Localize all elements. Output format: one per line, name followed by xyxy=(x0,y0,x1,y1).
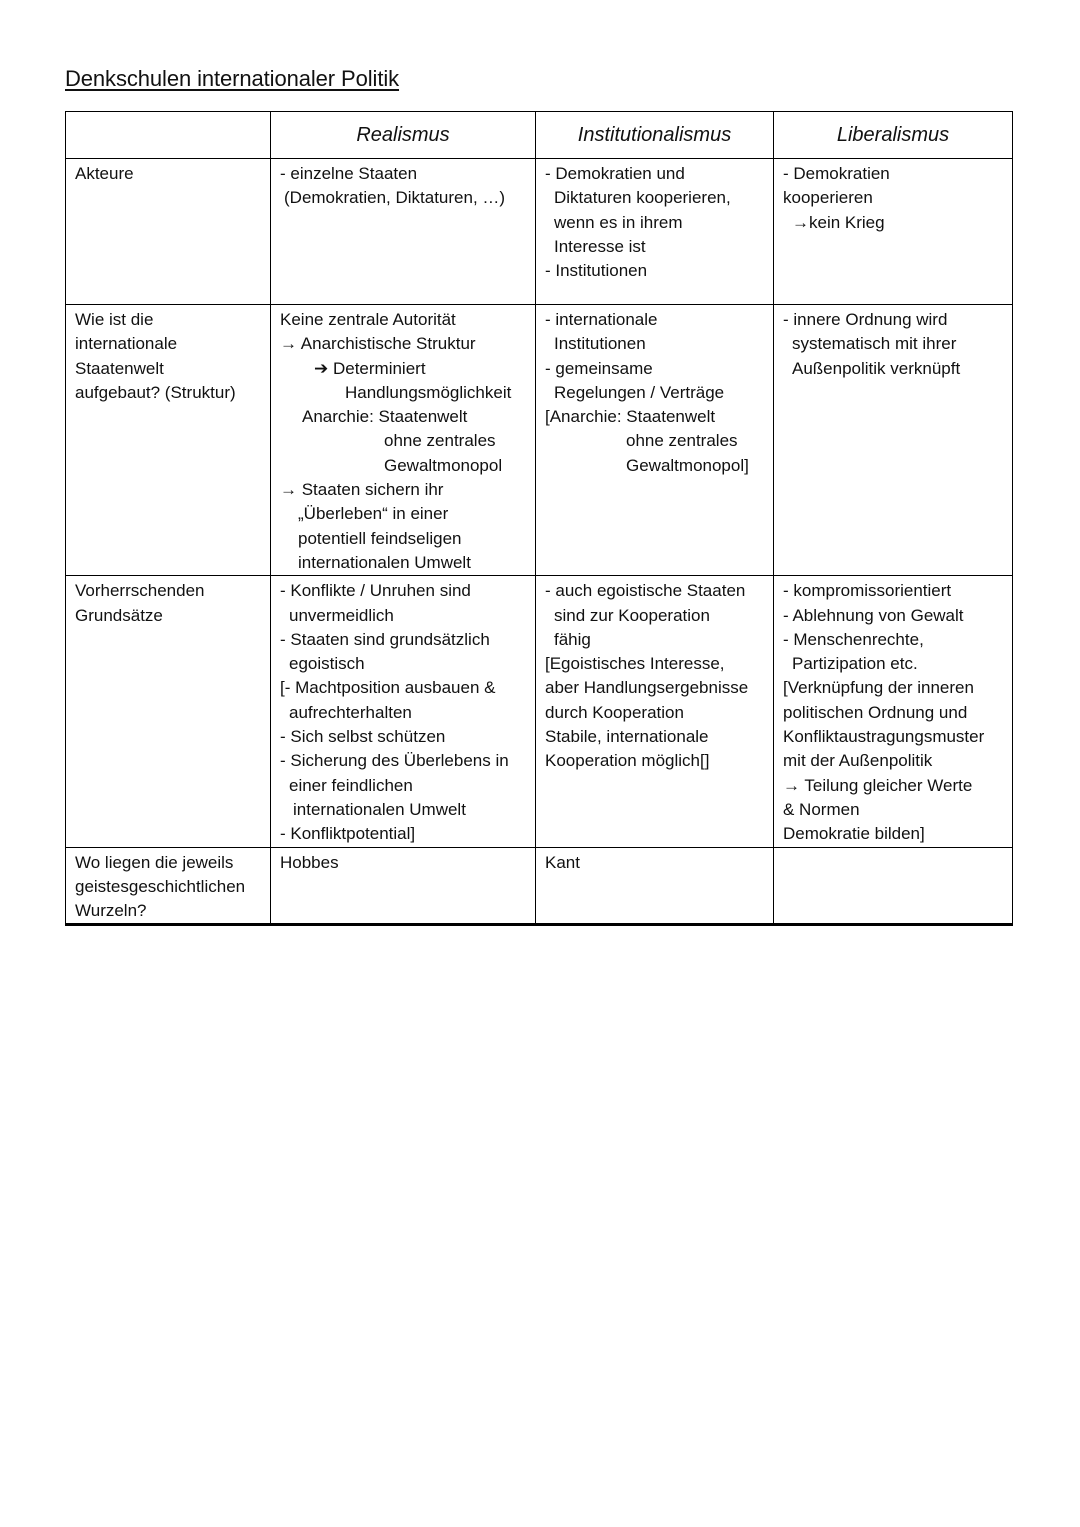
realismus-cell xyxy=(271,305,536,576)
cell-line: Kooperation möglich[] xyxy=(545,751,710,771)
cell-line: [- Machtposition ausbauen & xyxy=(280,678,496,698)
header-institutionalismus: Institutionalismus xyxy=(536,112,774,159)
cell-line: kooperieren xyxy=(783,188,873,208)
cell-line: Kant xyxy=(545,852,580,872)
cell-line: & Normen xyxy=(783,799,860,819)
cell-line: internationalen Umwelt xyxy=(298,552,471,572)
cell-line: - auch egoistische Staaten xyxy=(545,581,746,601)
cell-line: Gewaltmonopol] xyxy=(626,455,749,475)
cell-line: Außenpolitik verknüpft xyxy=(792,358,961,378)
comparison-table xyxy=(65,111,1013,926)
cell-line: - innere Ordnung wird xyxy=(783,310,948,329)
table-row xyxy=(66,159,1013,305)
row-label-cell xyxy=(66,576,271,847)
table-row xyxy=(66,576,1013,847)
cell-line: → Anarchistische Struktur xyxy=(280,334,476,354)
cell-line: potentiell feindseligen xyxy=(298,528,462,548)
cell-line: Demokratie bilden] xyxy=(783,824,925,844)
cell-line: Institutionen xyxy=(554,334,646,354)
row-label-line: Wo liegen die jeweils xyxy=(75,852,234,872)
cell-line: Stabile, internationale xyxy=(545,727,709,747)
cell-line: mit der Außenpolitik xyxy=(783,751,933,771)
liberalismus-cell xyxy=(774,305,1013,576)
cell-line: Handlungsmöglichkeit xyxy=(345,382,512,402)
row-label-line: Akteure xyxy=(75,164,134,183)
cell-line: - Konfliktpotential] xyxy=(280,824,416,844)
cell-line: [Egoistisches Interesse, xyxy=(545,654,725,674)
cell-line: - Sicherung des Überlebens in xyxy=(280,751,509,771)
cell-line: [Verknüpfung der inneren xyxy=(783,678,974,698)
cell-line: - internationale xyxy=(545,310,658,329)
row-label-line: geistesgeschichtlichen xyxy=(75,876,246,896)
cell-line: internationalen Umwelt xyxy=(293,799,466,819)
cell-line: Partizipation etc. xyxy=(792,654,918,674)
realismus-cell xyxy=(271,847,536,925)
cell-line: Diktaturen kooperieren, xyxy=(554,188,731,208)
cell-line: systematisch mit ihrer xyxy=(792,334,957,354)
cell-line: Anarchie: Staatenwelt xyxy=(302,407,468,427)
cell-line: → Staaten sichern ihr xyxy=(280,480,444,500)
page-title: Denkschulen internationaler Politik xyxy=(65,66,400,91)
cell-line: (Demokratien, Diktaturen, …) xyxy=(284,188,506,208)
institutionalismus-cell xyxy=(536,305,774,576)
cell-line: egoistisch xyxy=(289,654,365,674)
header-row xyxy=(66,112,1013,159)
row-label-line: Staatenwelt xyxy=(75,358,164,378)
cell-line: einer feindlichen xyxy=(289,775,413,795)
cell-line: - Konflikte / Unruhen sind xyxy=(280,581,471,601)
cell-line: → Teilung gleicher Werte xyxy=(783,775,973,795)
cell-line: - Demokratien xyxy=(783,164,890,183)
cell-line: - Ablehnung von Gewalt xyxy=(783,605,964,625)
header-liberalismus: Liberalismus xyxy=(774,112,1013,159)
cell-line: aber Handlungsergebnisse xyxy=(545,678,749,698)
cell-line: Interesse ist xyxy=(554,236,646,256)
cell-line: fähig xyxy=(554,629,591,649)
row-label-cell xyxy=(66,305,271,576)
cell-line: „Überleben“ in einer xyxy=(298,504,449,524)
row-label-line: Grundsätze xyxy=(75,605,163,625)
cell-line: sind zur Kooperation xyxy=(554,605,710,625)
cell-line: unvermeidlich xyxy=(289,605,394,625)
cell-line: Hobbes xyxy=(280,852,339,872)
realismus-cell xyxy=(271,159,536,305)
row-label-cell xyxy=(66,847,271,925)
cell-line: - Sich selbst schützen xyxy=(280,727,446,747)
liberalismus-cell xyxy=(774,159,1013,305)
cell-line: - kompromissorientiert xyxy=(783,581,952,601)
institutionalismus-cell xyxy=(536,159,774,305)
table-row xyxy=(66,305,1013,576)
row-label-line: Wie ist die xyxy=(75,310,154,329)
liberalismus-cell xyxy=(774,576,1013,847)
realismus-cell xyxy=(271,576,536,847)
cell-line: - Demokratien und xyxy=(545,164,685,183)
cell-line: Regelungen / Verträge xyxy=(554,382,725,402)
row-label-line: Wurzeln? xyxy=(75,901,147,921)
cell-line: wenn es in ihrem xyxy=(554,212,683,232)
cell-line: - Institutionen xyxy=(545,261,648,281)
cell-line: - einzelne Staaten xyxy=(280,164,418,183)
row-label-line: Vorherrschenden xyxy=(75,581,205,601)
cell-line: →kein Krieg xyxy=(792,212,885,232)
cell-line: durch Kooperation xyxy=(545,702,684,722)
table-row xyxy=(66,847,1013,925)
cell-line: - gemeinsame xyxy=(545,358,653,378)
institutionalismus-cell xyxy=(536,847,774,925)
header-realismus: Realismus xyxy=(271,112,536,159)
row-label-line: internationale xyxy=(75,334,178,354)
cell-line: [Anarchie: Staatenwelt xyxy=(545,407,716,427)
cell-line: - Menschenrechte, xyxy=(783,629,924,649)
cell-line: ohne zentrales xyxy=(384,431,496,451)
row-label-line: aufgebaut? (Struktur) xyxy=(75,382,236,402)
row-label-cell xyxy=(66,159,271,305)
cell-line: Keine zentrale Autorität xyxy=(280,310,456,329)
cell-line: aufrechterhalten xyxy=(289,702,412,722)
institutionalismus-cell xyxy=(536,576,774,847)
header-empty xyxy=(66,112,271,159)
cell-line: ohne zentrales xyxy=(626,431,738,451)
cell-line: - Staaten sind grundsätzlich xyxy=(280,629,490,649)
cell-line: politischen Ordnung und xyxy=(783,702,968,722)
cell-line: ➔ Determiniert xyxy=(314,358,426,378)
cell-line: Gewaltmonopol xyxy=(384,455,503,475)
cell-line: Konfliktaustragungsmuster xyxy=(783,727,985,747)
liberalismus-cell xyxy=(774,847,1013,925)
